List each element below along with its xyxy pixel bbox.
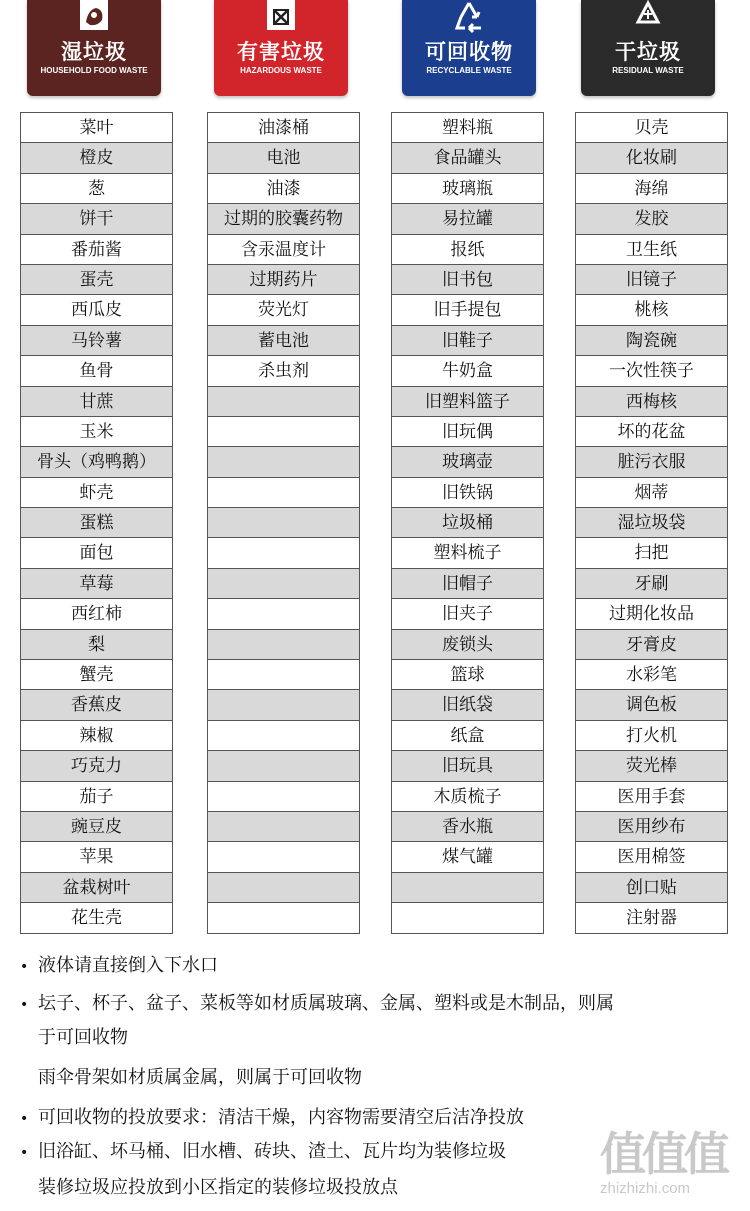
- table-cell: 废锁头: [392, 630, 543, 660]
- bin-hazardous-subtitle: HAZARDOUS WASTE: [240, 66, 322, 75]
- table-cell: 梨: [21, 630, 172, 660]
- table-cell: 旧镜子: [576, 265, 727, 295]
- table-cell: [208, 599, 359, 629]
- table-cell: 医用手套: [576, 782, 727, 812]
- note-renovation: [20, 1140, 506, 1165]
- table-cell: 桃核: [576, 295, 727, 325]
- recycle-icon: [449, 0, 489, 34]
- table-cell: 水彩笔: [576, 660, 727, 690]
- note-recyclable-requirement: [20, 1106, 524, 1131]
- table-cell: 马铃薯: [21, 326, 172, 356]
- table-cell: [208, 660, 359, 690]
- note-liquids: [20, 954, 218, 979]
- bin-hazardous: [214, 0, 348, 96]
- table-cell: 香蕉皮: [21, 690, 172, 720]
- table-cell: 塑料梳子: [392, 538, 543, 568]
- table-cell: [208, 690, 359, 720]
- table-cell: 鱼骨: [21, 356, 172, 386]
- table-cell: 蛋壳: [21, 265, 172, 295]
- table-cell: 番茄酱: [21, 235, 172, 265]
- table-cell: 篮球: [392, 660, 543, 690]
- table-cell: 卫生纸: [576, 235, 727, 265]
- table-cell: 牙膏皮: [576, 630, 727, 660]
- watermark: [600, 1128, 745, 1208]
- bin-food-waste-title: 湿垃圾: [61, 40, 127, 64]
- bin-recyclable-title: 可回收物: [425, 40, 513, 64]
- table-cell: 纸盒: [392, 721, 543, 751]
- table-cell: 辣椒: [21, 721, 172, 751]
- table-cell: 面包: [21, 538, 172, 568]
- table-cell: 医用纱布: [576, 812, 727, 842]
- table-cell: 玻璃瓶: [392, 174, 543, 204]
- bullet-icon: •: [20, 959, 29, 975]
- table-cell: 葱: [21, 174, 172, 204]
- table-cell: 过期的胶囊药物: [208, 204, 359, 234]
- table-cell: 食品罐头: [392, 143, 543, 173]
- table-cell: 塑料瓶: [392, 113, 543, 143]
- table-cell: 油漆桶: [208, 113, 359, 143]
- table-cell: [208, 447, 359, 477]
- table-cell: 注射器: [576, 903, 727, 933]
- table-cell: 西梅核: [576, 387, 727, 417]
- table-cell: 脏污衣服: [576, 447, 727, 477]
- table-cell: 旧帽子: [392, 569, 543, 599]
- table-cell: 饼干: [21, 204, 172, 234]
- table-cell: [208, 842, 359, 872]
- table-cell: 湿垃圾袋: [576, 508, 727, 538]
- table-cell: [208, 721, 359, 751]
- bin-food-waste-subtitle: HOUSEHOLD FOOD WASTE: [40, 66, 148, 75]
- table-cell: 豌豆皮: [21, 812, 172, 842]
- table-cell: 旧夹子: [392, 599, 543, 629]
- table-cell: 草莓: [21, 569, 172, 599]
- bullet-icon: •: [20, 1111, 29, 1127]
- note-liquids-text: 液体请直接倒入下水口: [38, 955, 218, 976]
- table-cell: 旧玩偶: [392, 417, 543, 447]
- table-cell: [208, 387, 359, 417]
- residual-list: [575, 112, 728, 934]
- bin-food-waste: [27, 0, 161, 96]
- bin-residual-title: 干垃圾: [615, 40, 681, 64]
- table-cell: 医用棉签: [576, 842, 727, 872]
- bin-recyclable: [402, 0, 536, 96]
- bin-recyclable-subtitle: RECYCLABLE WASTE: [426, 66, 512, 75]
- bullet-icon: •: [20, 1145, 29, 1161]
- table-cell: 香水瓶: [392, 812, 543, 842]
- table-cell: [208, 782, 359, 812]
- table-cell: [392, 873, 543, 903]
- table-cell: 荧光棒: [576, 751, 727, 781]
- table-cell: [208, 873, 359, 903]
- table-cell: 贝壳: [576, 113, 727, 143]
- bin-residual-subtitle: RESIDUAL WASTE: [612, 66, 684, 75]
- table-cell: [208, 751, 359, 781]
- table-cell: [208, 569, 359, 599]
- table-cell: 坏的花盆: [576, 417, 727, 447]
- table-cell: 骨头（鸡鸭鹅）: [21, 447, 172, 477]
- bullet-icon: •: [20, 997, 29, 1013]
- table-cell: 旧手提包: [392, 295, 543, 325]
- table-cell: 木质梳子: [392, 782, 543, 812]
- table-cell: 牛奶盒: [392, 356, 543, 386]
- table-cell: 扫把: [576, 538, 727, 568]
- table-cell: 报纸: [392, 235, 543, 265]
- table-cell: 一次性筷子: [576, 356, 727, 386]
- table-cell: 过期药片: [208, 265, 359, 295]
- table-cell: 发胶: [576, 204, 727, 234]
- hazardous-list: [207, 112, 360, 934]
- table-cell: [208, 903, 359, 933]
- table-cell: 西瓜皮: [21, 295, 172, 325]
- food-waste-list: [20, 112, 173, 934]
- table-cell: [208, 812, 359, 842]
- table-cell: 西红柿: [21, 599, 172, 629]
- table-cell: 巧克力: [21, 751, 172, 781]
- table-cell: 旧纸袋: [392, 690, 543, 720]
- bin-residual: [581, 0, 715, 96]
- table-cell: 盆栽树叶: [21, 873, 172, 903]
- table-cell: [208, 508, 359, 538]
- table-cell: 荧光灯: [208, 295, 359, 325]
- table-cell: 玻璃壶: [392, 447, 543, 477]
- food-waste-icon: [74, 0, 114, 34]
- table-cell: 旧鞋子: [392, 326, 543, 356]
- note-recyclable-requirement-text: 可回收物的投放要求：清洁干燥，内容物需要清空后洁净投放: [38, 1107, 524, 1128]
- table-cell: 蛋糕: [21, 508, 172, 538]
- table-cell: 甘蔗: [21, 387, 172, 417]
- bin-header-row: [0, 0, 750, 100]
- table-cell: 煤气罐: [392, 842, 543, 872]
- watermark-logo: 值值值: [600, 1127, 726, 1181]
- table-cell: 苹果: [21, 842, 172, 872]
- table-cell: 电池: [208, 143, 359, 173]
- table-cell: 虾壳: [21, 478, 172, 508]
- note-containers: [20, 992, 614, 1017]
- table-cell: 牙刷: [576, 569, 727, 599]
- table-cell: 陶瓷碗: [576, 326, 727, 356]
- table-cell: [208, 417, 359, 447]
- table-cell: 橙皮: [21, 143, 172, 173]
- table-cell: 易拉罐: [392, 204, 543, 234]
- watermark-url: zhizhizhi.com: [600, 1180, 691, 1197]
- table-cell: 旧玩具: [392, 751, 543, 781]
- residual-icon: [628, 0, 668, 34]
- note-containers-text: 坛子、杯子、盆子、菜板等如材质属玻璃、金属、塑料或是木制品，则属: [38, 993, 614, 1014]
- table-cell: 茄子: [21, 782, 172, 812]
- table-cell: 杀虫剂: [208, 356, 359, 386]
- table-cell: 烟蒂: [576, 478, 727, 508]
- hazardous-icon: [261, 0, 301, 34]
- table-cell: 油漆: [208, 174, 359, 204]
- table-cell: 旧铁锅: [392, 478, 543, 508]
- table-cell: 创口贴: [576, 873, 727, 903]
- table-cell: [208, 630, 359, 660]
- table-cell: [208, 478, 359, 508]
- table-cell: 过期化妆品: [576, 599, 727, 629]
- table-cell: 化妆刷: [576, 143, 727, 173]
- table-cell: 旧塑料篮子: [392, 387, 543, 417]
- table-cell: 海绵: [576, 174, 727, 204]
- recyclable-list: [391, 112, 544, 934]
- table-cell: 垃圾桶: [392, 508, 543, 538]
- table-cell: 花生壳: [21, 903, 172, 933]
- table-cell: 蓄电池: [208, 326, 359, 356]
- note-renovation-cont: 装修垃圾应投放到小区指定的装修垃圾投放点: [38, 1177, 398, 1198]
- table-cell: [208, 538, 359, 568]
- table-cell: 含汞温度计: [208, 235, 359, 265]
- table-cell: 调色板: [576, 690, 727, 720]
- note-containers-cont: 于可回收物: [38, 1027, 128, 1048]
- table-cell: 旧书包: [392, 265, 543, 295]
- table-cell: 打火机: [576, 721, 727, 751]
- table-cell: 菜叶: [21, 113, 172, 143]
- note-umbrella: 雨伞骨架如材质属金属，则属于可回收物: [38, 1067, 362, 1088]
- table-cell: 玉米: [21, 417, 172, 447]
- table-cell: 蟹壳: [21, 660, 172, 690]
- bin-hazardous-title: 有害垃圾: [237, 40, 325, 64]
- note-renovation-text: 旧浴缸、坏马桶、旧水槽、砖块、渣土、瓦片均为装修垃圾: [38, 1141, 506, 1162]
- table-cell: [392, 903, 543, 933]
